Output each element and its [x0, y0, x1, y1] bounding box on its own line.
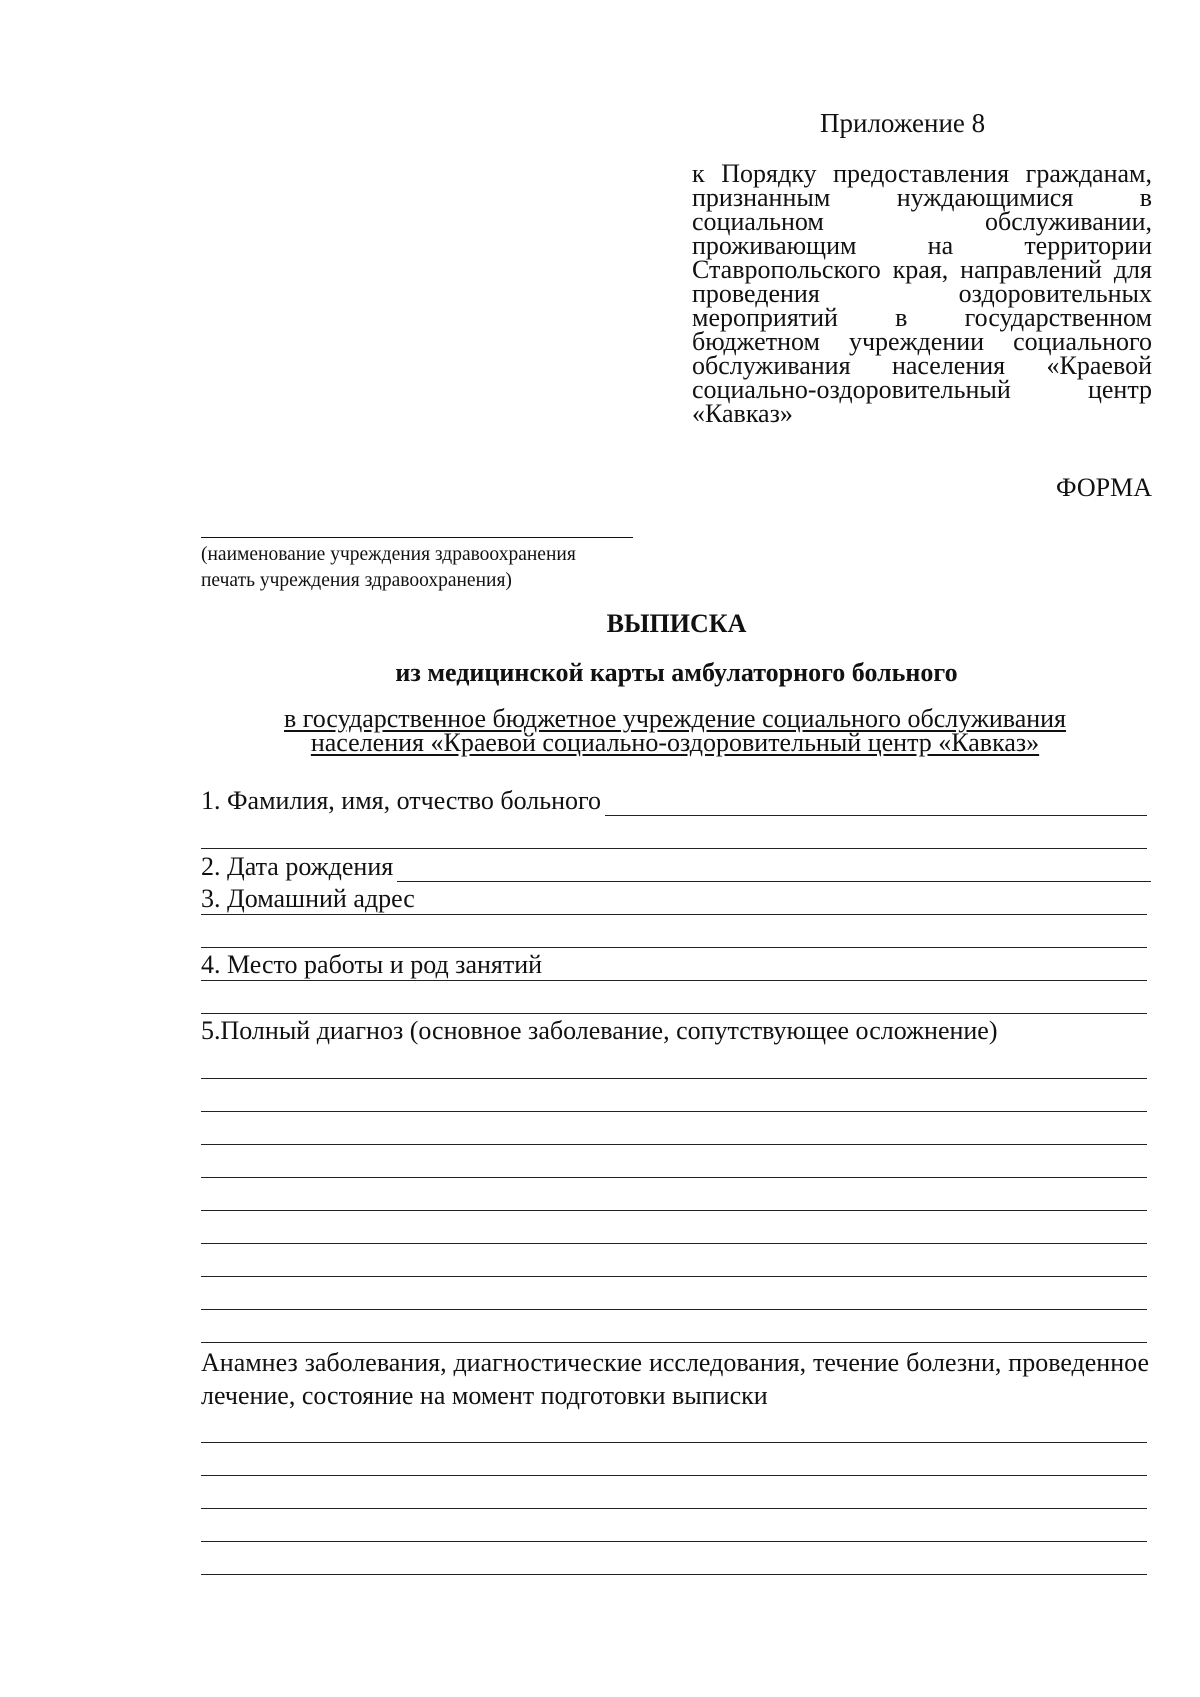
appendix-description: к Порядку предоставления гражданам, признанным нуждающимися в социальном обслуживании, проживающим на территории Ставропольского края, направлений для проведения оздоровительных мероприятий в государственном бюджетном учреждении социального обслуживания населения «Краевой социально-оздоровительный центр «Кавказ» [692, 159, 1152, 428]
institution-caption-line-1: (наименование учреждения здравоохранения [201, 544, 576, 565]
anamnesis-label: Анамнез заболевания, диагностические исследования, течение болезни, проведенное лечение, состояние на момент подготовки выписки [201, 1348, 1149, 1410]
anamnesis-line-5[interactable] [201, 1574, 1147, 1575]
home-address-field-line-2[interactable] [201, 947, 1147, 948]
birth-date-label: 2. Дата рождения [201, 852, 397, 882]
document-title: ВЫПИСКА [606, 609, 747, 638]
anamnesis-line-1[interactable] [201, 1442, 1147, 1443]
diagnosis-line-9[interactable] [201, 1342, 1147, 1343]
anamnesis-line-4[interactable] [201, 1541, 1147, 1542]
diagnosis-line-5[interactable] [201, 1210, 1147, 1211]
home-address-field-line[interactable] [201, 914, 1147, 915]
diagnosis-label: 5.Полный диагноз (основное заболевание, сопутствующее осложнение) [201, 1016, 1002, 1046]
diagnosis-line-4[interactable] [201, 1177, 1147, 1178]
home-address-label: 3. Домашний адрес [201, 884, 419, 914]
diagnosis-line-2[interactable] [201, 1111, 1147, 1112]
workplace-field-line[interactable] [201, 980, 1147, 981]
institution-name-line[interactable] [201, 537, 633, 538]
diagnosis-line-1[interactable] [201, 1078, 1147, 1079]
diagnosis-line-6[interactable] [201, 1243, 1147, 1244]
diagnosis-line-3[interactable] [201, 1144, 1147, 1145]
full-name-label: 1. Фамилия, имя, отчество больного [201, 786, 605, 816]
recipient-line-1: в государственное бюджетное учреждение социального обслуживания [283, 704, 1067, 733]
anamnesis-line-2[interactable] [201, 1475, 1147, 1476]
recipient-institution [200, 704, 1150, 757]
recipient-line-2: населения «Краевой социально-оздоровительный центр «Кавказ» [310, 728, 1040, 757]
full-name-field-line-2[interactable] [201, 848, 1147, 849]
anamnesis-line-3[interactable] [201, 1508, 1147, 1509]
workplace-label: 4. Место работы и род занятий [201, 950, 546, 980]
institution-caption [201, 542, 576, 594]
diagnosis-line-7[interactable] [201, 1276, 1147, 1277]
diagnosis-line-8[interactable] [201, 1309, 1147, 1310]
document-subtitle: из медицинской карты амбулаторного больного [395, 658, 958, 687]
workplace-field-line-2[interactable] [201, 1013, 1147, 1014]
appendix-title: Приложение 8 [820, 108, 986, 138]
form-label: ФОРМА [1056, 473, 1152, 502]
institution-caption-line-2: печать учреждения здравоохранения) [201, 570, 512, 591]
